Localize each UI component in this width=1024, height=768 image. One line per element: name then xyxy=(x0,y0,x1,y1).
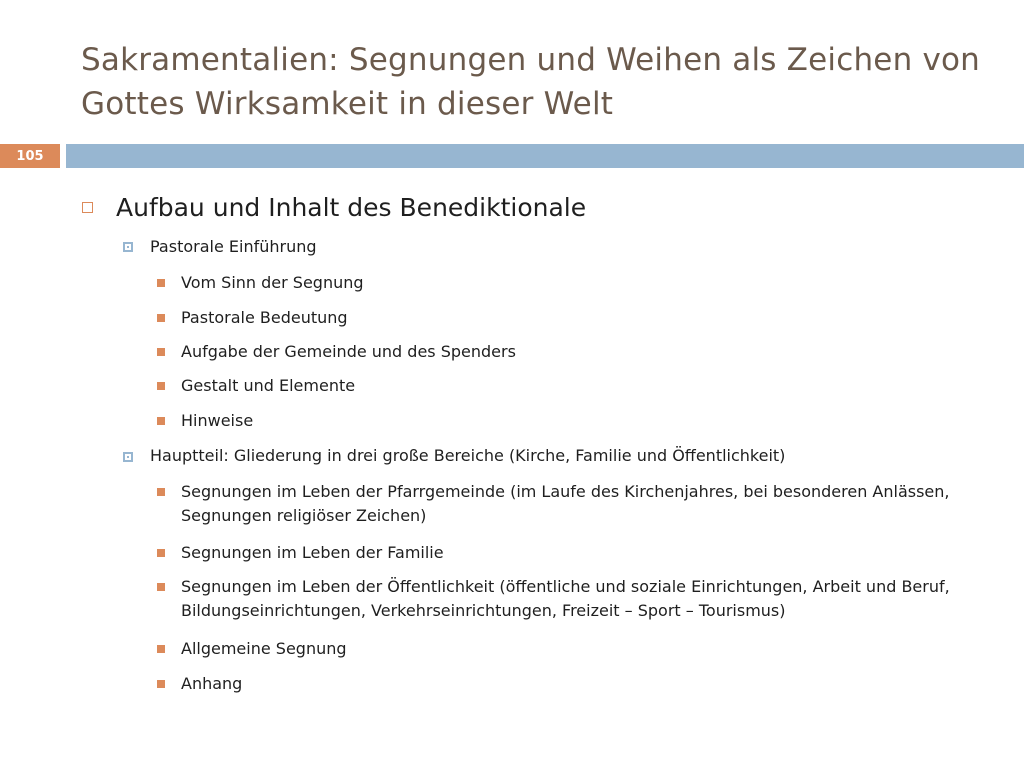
slide-number-badge: 105 xyxy=(0,144,60,168)
filled-square-bullet-icon xyxy=(157,583,165,591)
list-item: Anhang xyxy=(181,674,243,693)
filled-square-bullet-icon xyxy=(157,314,165,322)
filled-square-bullet-icon xyxy=(157,348,165,356)
slide-title-line-1: Sakramentalien: Segnungen und Weihen als Zeichen von xyxy=(81,42,981,78)
filled-square-bullet-icon xyxy=(157,488,165,496)
slide-title-line-2: Gottes Wirksamkeit in dieser Welt xyxy=(81,86,614,122)
hollow-square-bullet-icon xyxy=(123,242,133,252)
filled-square-bullet-icon xyxy=(157,549,165,557)
square-outline-bullet-icon xyxy=(82,202,93,213)
filled-square-bullet-icon xyxy=(157,279,165,287)
list-item: Segnungen im Leben der Familie xyxy=(181,543,444,562)
list-item: Gestalt und Elemente xyxy=(181,376,356,395)
list-item: Vom Sinn der Segnung xyxy=(181,273,364,292)
list-item: Segnungen im Leben der Pfarrgemeinde (im Laufe des Kirchenjahres, bei besonderen Anlässen, Segnungen religiöser Zeichen) xyxy=(181,482,950,525)
list-item: Allgemeine Segnung xyxy=(181,639,347,658)
filled-square-bullet-icon xyxy=(157,382,165,390)
hollow-square-bullet-icon xyxy=(123,452,133,462)
section-label-hauptteil: Hauptteil: Gliederung in drei große Bereiche (Kirche, Familie und Öffentlichkeit) xyxy=(150,446,786,465)
list-item: Aufgabe der Gemeinde und des Spenders xyxy=(181,342,516,361)
list-item: Hinweise xyxy=(181,411,254,430)
section-label-pastorale-einfuehrung: Pastorale Einführung xyxy=(150,237,317,256)
list-item: Pastorale Bedeutung xyxy=(181,308,348,327)
filled-square-bullet-icon xyxy=(157,680,165,688)
outline-heading: Aufbau und Inhalt des Benediktionale xyxy=(116,193,587,222)
filled-square-bullet-icon xyxy=(157,417,165,425)
list-item: Segnungen im Leben der Öffentlichkeit (öffentliche und soziale Einrichtungen, Arbeit und Beruf, Bildungseinrichtungen, Verkehrseinrichtungen, Freizeit – Sport – Tourismus) xyxy=(181,577,950,620)
filled-square-bullet-icon xyxy=(157,645,165,653)
